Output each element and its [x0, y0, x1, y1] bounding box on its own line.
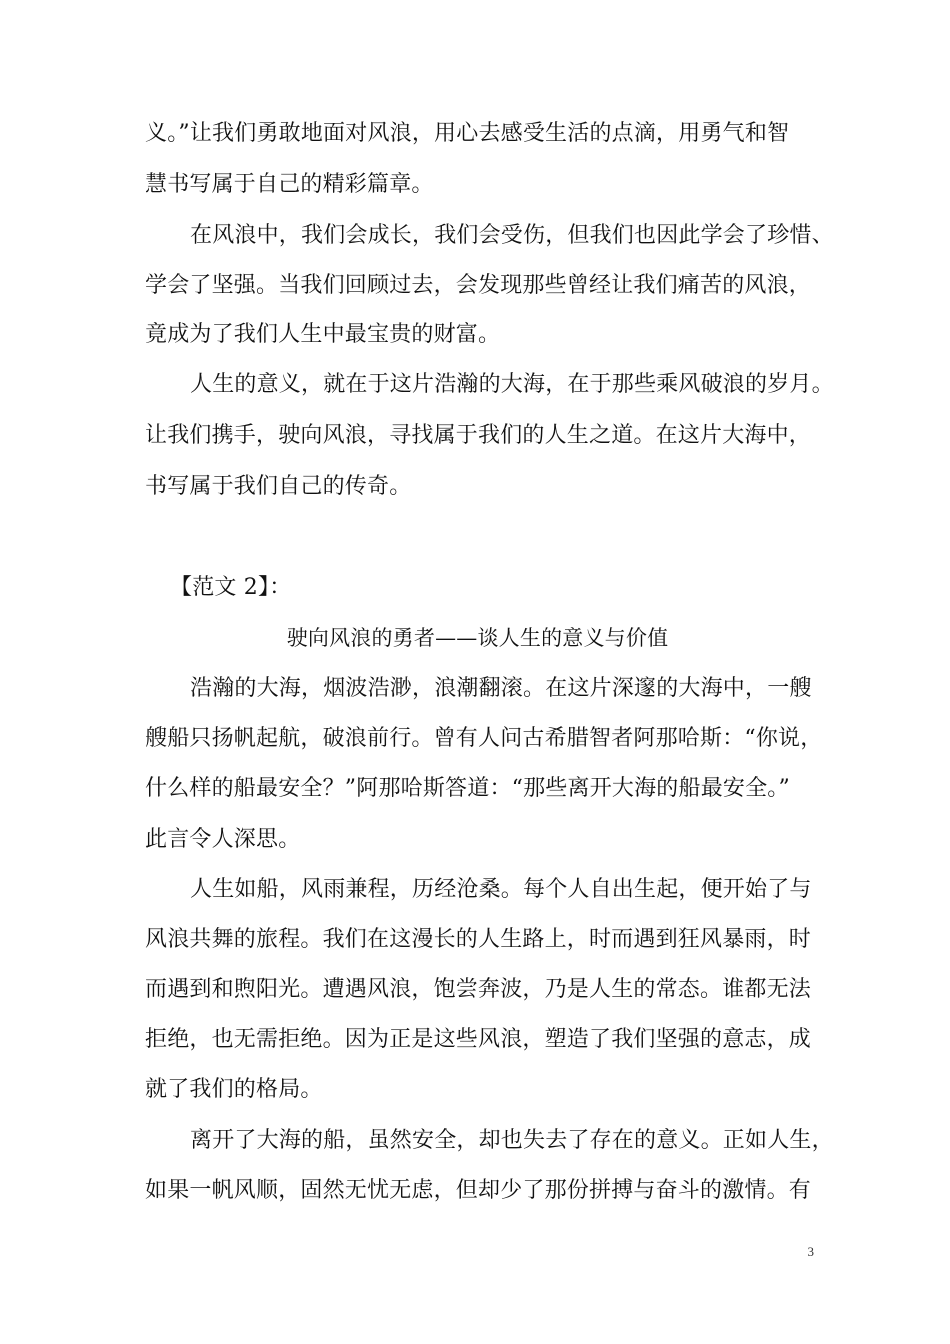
text-line: 艘船只扬帆起航，破浪前行。曾有人问古希腊智者阿那哈斯：“你说，	[145, 726, 823, 751]
text-line: 什么样的船最安全？”阿那哈斯答道：“那些离开大海的船最安全。”	[145, 776, 790, 801]
page-number: 3	[807, 1244, 814, 1259]
text-line: 在风浪中，我们会成长，我们会受伤，但我们也因此学会了珍惜、	[190, 223, 834, 248]
text-line: 拒绝，也无需拒绝。因为正是这些风浪，塑造了我们坚强的意志，成	[145, 1027, 812, 1052]
text-line: 书写属于我们自己的传奇。	[145, 474, 412, 499]
text-line: 此言令人深思。	[145, 827, 301, 852]
text-line: 竟成为了我们人生中最宝贵的财富。	[145, 322, 501, 347]
text-line: 让我们携手，驶向风浪，寻找属于我们的人生之道。在这片大海中，	[145, 423, 812, 448]
text-line: 学会了坚强。当我们回顾过去，会发现那些曾经让我们痛苦的风浪，	[145, 273, 812, 298]
text-line: 就了我们的格局。	[145, 1077, 323, 1102]
text-line: 义。”让我们勇敢地面对风浪，用心去感受生活的点滴，用勇气和智	[145, 121, 790, 146]
text-line: 风浪共舞的旅程。我们在这漫长的人生路上，时而遇到狂风暴雨，时	[145, 927, 812, 952]
text-line: 而遇到和煦阳光。遭遇风浪，饱尝奔波，乃是人生的常态。谁都无法	[145, 977, 812, 1002]
text-line: 如果一帆风顺，固然无忧无虑，但却少了那份拼搏与奋斗的激情。有	[145, 1178, 812, 1203]
section-heading: 【范文 2】：	[170, 575, 292, 600]
text-line: 人生的意义，就在于这片浩瀚的大海，在于那些乘风破浪的岁月。	[190, 372, 834, 397]
text-line: 慧书写属于自己的精彩篇章。	[145, 172, 434, 197]
text-line: 浩瀚的大海，烟波浩渺，浪潮翻滚。在这片深邃的大海中，一艘	[190, 676, 812, 701]
essay-title: 驶向风浪的勇者——谈人生的意义与价值	[286, 626, 669, 650]
text-line: 人生如船，风雨兼程，历经沧桑。每个人自出生起，便开始了与	[190, 877, 812, 902]
text-line: 离开了大海的船，虽然安全，却也失去了存在的意义。正如人生，	[190, 1128, 834, 1153]
